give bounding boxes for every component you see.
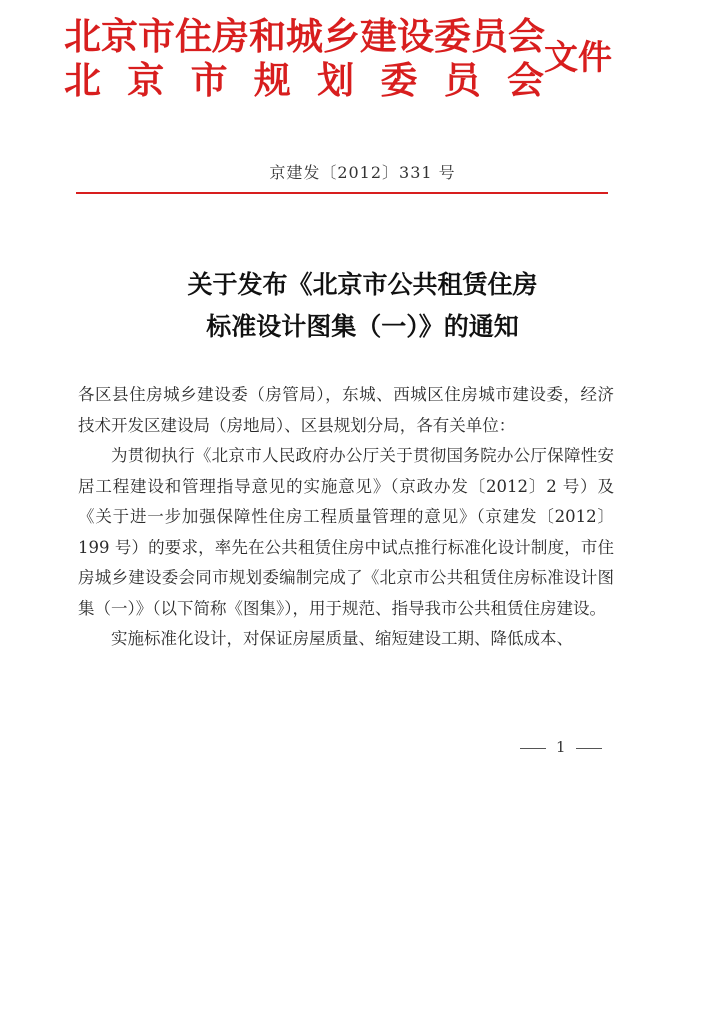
- agency-char: 建: [360, 14, 397, 58]
- agency-char: 京: [101, 14, 138, 58]
- agency-char: 房: [212, 14, 249, 58]
- agency-char: 规: [253, 58, 291, 102]
- page-number: [510, 738, 612, 756]
- agency-line-2: [64, 58, 544, 102]
- agency-char: 京: [127, 58, 165, 102]
- agency-char: 城: [286, 14, 323, 58]
- agency-char: 北: [64, 58, 101, 102]
- document-title: [0, 264, 725, 348]
- document-body: [78, 380, 614, 655]
- page-number-dash-right: [576, 748, 602, 749]
- agency-char: 委: [434, 14, 471, 58]
- agency-char: 北: [64, 14, 101, 58]
- title-line-1: 关于发布《北京市公共租赁住房: [187, 270, 538, 299]
- body-paragraph-1: 为贯彻执行《北京市人民政府办公厅关于贯彻国务院办公厅保障性安居工程建设和管理指导意见的实施意见》（京政办发〔2012〕2 号）及《关于进一步加强保障性住房工程质量管理的意见》（京建发〔2012〕199 号）的要求，率先在公共租赁住房中试点推行标准化设计制度，市住房城乡建设委会同市规划委编制完成了《北京市公共租赁住房标准设计图集（一）》（以下简称《图集》），用于规范、指导我市公共租赁住房建设。: [78, 446, 614, 618]
- document-number: 京建发〔2012〕331 号: [269, 163, 456, 182]
- page-number-dash-left: [520, 748, 546, 749]
- agency-char: 住: [175, 14, 212, 58]
- body-paragraph-2: 实施标准化设计，对保证房屋质量、缩短建设工期、降低成本、: [111, 629, 573, 648]
- agency-char: 委: [380, 58, 418, 102]
- agency-char: 会: [508, 14, 545, 58]
- agency-line-1: [64, 14, 544, 58]
- document-type-label: 文件: [544, 38, 612, 78]
- header-divider: [76, 192, 608, 194]
- agency-char: 和: [249, 14, 286, 58]
- agency-char: 市: [190, 58, 228, 102]
- addressee: 各区县住房城乡建设委（房管局），东城、西城区住房城市建设委，经济技术开发区建设局（房地局）、区县规划分局，各有关单位：: [78, 385, 614, 435]
- agency-char: 员: [443, 58, 481, 102]
- agency-char: 设: [397, 14, 434, 58]
- agency-char: 乡: [323, 14, 360, 58]
- agency-char: 会: [506, 58, 544, 102]
- agency-char: 市: [138, 14, 175, 58]
- page-number-value: 1: [556, 738, 566, 756]
- agency-char: 员: [471, 14, 508, 58]
- agency-char: 划: [317, 58, 355, 102]
- issuing-agencies: [64, 14, 544, 102]
- title-line-2: 标准设计图集（一）》的通知: [206, 312, 519, 341]
